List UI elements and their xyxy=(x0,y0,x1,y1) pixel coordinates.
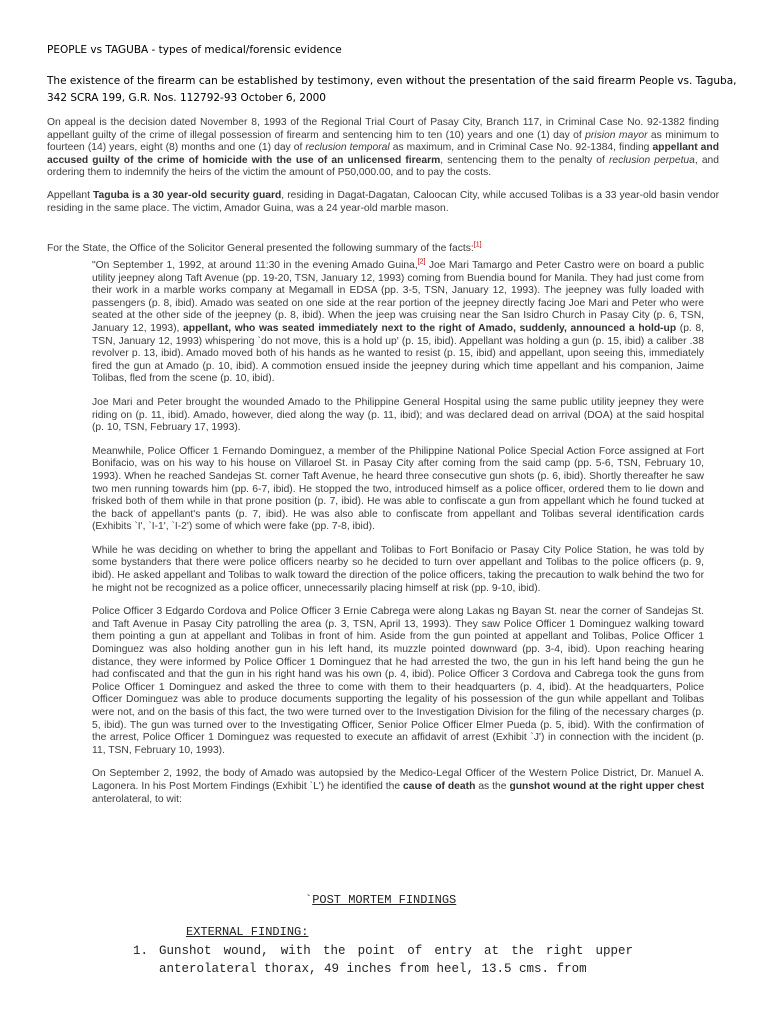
quote-paragraph-3: Meanwhile, Police Officer 1 Fernando Dominguez, a member of the Philippine National Police Special Action Force assigned at Fort Bonifacio, was on his way to his house on Villaroel St. in Pasay City after coming from the said camp (pp. 5-6, TSN, February 10, 1993). When he reached Sandejas St. corner Taft Avenue, he heard three consecutive gun shots (p. 6, ibid). Shortly thereafter he saw two men running towards him (pp. 6-7, ibid). He stopped the two, introduced himself as a police officer, ordered them to lie down and frisked both of them while in that prone position (p. 7, ibid). He was able to confiscate a gun from appellant which he found tucked at the back of appellant's pants (p. 7, ibid). He was also able to confiscate from appellant and Tolibas several identification cards (Exhibits `I', `I-1', `I-2') some of which were fake (pp. 7-8, ibid). xyxy=(92,445,704,533)
paragraph-parties: Appellant Taguba is a 30 year-old security guard, residing in Dagat-Dagatan, Caloocan City, while accused Tolibas is a 33 year-old basin vendor residing in the same place. The victim, Amador Guina, was a 24 year-old marble mason. xyxy=(47,189,719,214)
quote-paragraph-4: While he was deciding on whether to bring the appellant and Tolibas to Fort Bonifacio or Pasay City Police Station, he was told by some bystanders that there were police officers nearby so he decided to turn over appellant and Tolibas to the police officers (p. 9, ibid). He asked appellant and Tolibas to walk toward the direction of the police officers, taking the precaution to walk behind the two for he might not be recognized as a police officer, unnecessarily placing himself at risk (pp. 9-10, ibid). xyxy=(92,544,704,594)
quote-paragraph-6: On September 2, 1992, the body of Amado was autopsied by the Medico-Legal Officer of the Western Police District, Dr. Manuel A. Lagonera. In his Post Mortem Findings (Exhibit `L') he identified the cause of death as the gunshot wound at the right upper chest anterolateral, to wit: xyxy=(92,768,704,805)
footnote-link[interactable]: [1] xyxy=(473,241,482,249)
external-finding-heading: EXTERNAL FINDING: xyxy=(186,925,309,939)
paragraph-state: For the State, the Office of the Solicitor General presented the following summary of the facts:[1] xyxy=(47,241,482,254)
postmortem-title: `POST MORTEM FINDINGS xyxy=(305,893,457,907)
finding-item-number: 1. xyxy=(133,944,149,958)
quote-paragraph-2: Joe Mari and Peter brought the wounded Amado to the Philippine General Hospital using the same public utility jeepney they were riding on (p. 11, ibid). Amado, however, died along the way (p. 11, ibid); and was declared dead on arrival (DOA) at the said hospital (p. 10, TSN, February 17, 1993). xyxy=(92,396,704,434)
quote-paragraph-1: "On September 1, 1992, at around 11:30 in the evening Amado Guina,[2] Joe Mari Tamargo and Peter Castro were on board a public utility jeepney along Taft Avenue (pp. 19-20, TSN, January 12, 1993) coming from Buendia bound for Manila. They had just come from their work in a marble works company at Megamall in EDSA (pp. 3-5, TSN, January 12, 1993). The jeepney was fully loaded with passengers (p. 8, ibid). Amado was seated on one side at the rear portion of the jeepney directly facing Joe Mari and Peter who were seated at the other side of the jeepney (p. 8, ibid). When the jeep was cruising near the San Isidro Church in Pasay City (p. 6, TSN, January 12, 1993), appellant, who was seated immediately next to the right of Amado, suddenly, announced a hold-up (p. 8, TSN, January 12, 1993) whispering `do not move, this is a hold up' (p. 15, ibid). Appellant was holding a gun (p. 15, ibid) a caliber .38 revolver p. 13, ibid). Amado moved both of his hands as he wanted to resist (p. 15, ibid) and appellant, upon seeing this, immediately fired the gun at Amado (p. 10, ibid). A commotion ensued inside the jeepney during which time appellant and his companion, Jaime Tolibas, fled from the scene (p. 10, ibid). xyxy=(92,258,705,385)
body-text xyxy=(47,117,719,225)
document-title: PEOPLE vs TAGUBA - types of medical/forensic evidence xyxy=(47,44,342,56)
quote-paragraph-5: Police Officer 3 Edgardo Cordova and Police Officer 3 Ernie Cabrega were along Lakas ng Bayan St. near the corner of Sandejas St. and Taft Avenue in Pasay City patrolling the area (p. 3, TSN, April 13, 1993). They saw Police Officer 1 Dominguez walking toward them pointing a gun at appellant and Tolibas in front of him. Aside from the gun pointed at appellant and Tolibas, Police Officer 1 Dominguez was also holding another gun in his left hand, its muzzle pointed downward (pp. 3-4, ibid). Upon reaching hearing distance, they were informed by Police Officer 1 Dominguez that he had arrested the two, the gun in his left hand being the gun he had confiscated and that the gun in his right hand was his own (p. 4, ibid). Police Officer 3 Cordova and Cabrega took the guns from Police Officer 1 Dominguez and asked the three to come with them to their headquarters (p. 4, ibid). At the headquarters, Police Officer Dominguez was able to produce documents supporting the legality of his possession of the gun while appellant and Tolibas were not, and on the basis of this fact, the two were turned over to the Investigation Division for the filing of the necessary charges (p. 5, ibid). The gun was turned over to the Investigating Officer, Senior Police Officer Elmer Pueda (p. 5, ibid). With the confirmation of the arrest, Police Officer 1 Dominguez was requested to execute an affidavit of arrest (Exhibit `J') in connection with the incident (p. 11, TSN, February 10, 1993). xyxy=(92,606,704,756)
paragraph-decision: On appeal is the decision dated November 8, 1993 of the Regional Trial Court of Pasay City, Branch 117, in Criminal Case No. 92-1382 finding appellant guilty of the crime of illegal possession of firearm and sentencing him to ten (10) years and one (1) day of prision mayor as minimum to fourteen (14) years, eight (8) months and one (1) day of reclusion temporal as maximum, and in Criminal Case No. 92-1384, finding appellant and accused guilty of the crime of homicide with the use of an unlicensed firearm, sentencing them to the penalty of reclusion perpetua, and ordering them to indemnify the heirs of the victim the amount of P50,000.00, and to pay the costs. xyxy=(47,117,719,179)
document-subtitle: The existence of the firearm can be established by testimony, even without the presentation of the said firearm People vs. Taguba, 342 SCRA 199, G.R. Nos. 112792-93 October 6, 2000 xyxy=(47,75,737,104)
facts-quote xyxy=(92,260,704,806)
finding-item xyxy=(133,942,633,978)
footnote-link[interactable]: [2] xyxy=(417,258,426,266)
finding-item-text: Gunshot wound, with the point of entry at the right upper anterolateral thorax, 49 inches from heel, 13.5 cms. from xyxy=(159,944,633,976)
